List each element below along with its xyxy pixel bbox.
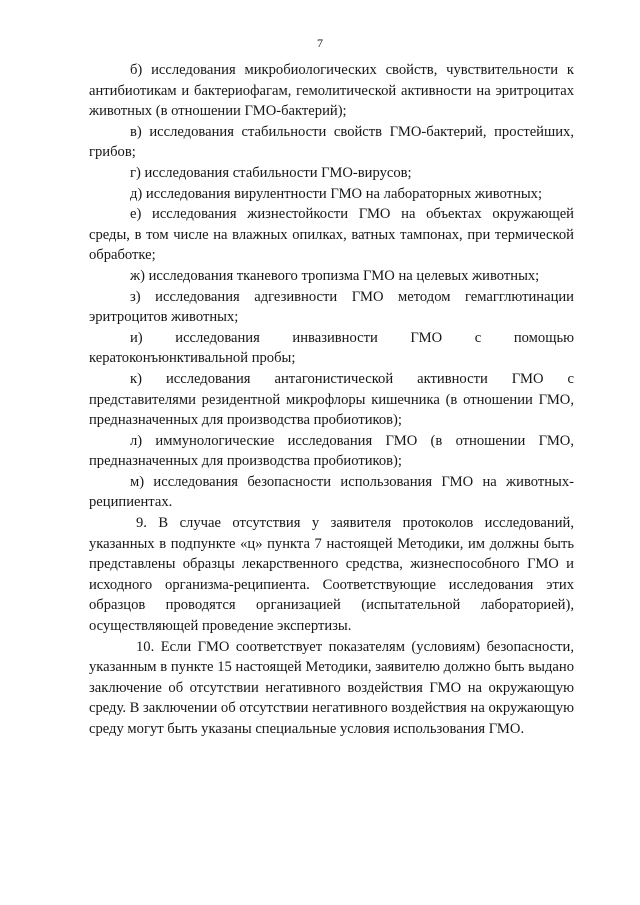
list-item-v: в) исследования стабильности свойств ГМО-бактерий, простейших, грибов; bbox=[89, 123, 574, 161]
list-item-e: е) исследования жизнестойкости ГМО на объектах окружающей среды, в том числе на влажных опилках, ватных тампонах, при термической обработке; bbox=[89, 206, 574, 264]
list-item-l: л) иммунологические исследования ГМО (в отношении ГМО, предназначенных для производства пробиотиков); bbox=[89, 432, 574, 470]
paragraph-10: 10. Если ГМО соответствует показателям (условиям) безопасности, указанным в пункте 15 настоящей Методики, заявителю должно быть выдано заключение об отсутствии негативного воздействия ГМО на окружающую среду. В заключении об отсутствии негативного воздействия на окружающую среду могут быть указаны специальные условия использования ГМО. bbox=[89, 638, 574, 737]
list-item-b: б) исследования микробиологических свойств, чувствительности к антибиотикам и бактериофагам, гемолитической активности на эритроцитах животных (в отношении ГМО-бактерий); bbox=[89, 62, 574, 120]
list-item-d: д) исследования вирулентности ГМО на лабораторных животных; bbox=[130, 185, 543, 202]
page-number: 7 bbox=[317, 36, 323, 50]
list-item-i: и) исследования инвазивности ГМО с помощью кератоконъюнктивальной пробы; bbox=[89, 329, 574, 367]
document-body bbox=[89, 60, 574, 740]
list-item-k: к) исследования антагонистической активности ГМО с представителями резидентной микрофлоры кишечника (в отношении ГМО, предназначенных для производства пробиотиков); bbox=[89, 370, 574, 429]
list-item-zh: ж) исследования тканевого тропизма ГМО на целевых животных; bbox=[130, 267, 540, 284]
list-item-m: м) исследования безопасности использования ГМО на животных-реципиентах. bbox=[89, 473, 574, 511]
list-item-z: з) исследования адгезивности ГМО методом гемагглютинации эритроцитов животных; bbox=[89, 288, 574, 326]
paragraph-9: 9. В случае отсутствия у заявителя протоколов исследований, указанных в подпункте «ц» пункта 7 настоящей Методики, им должны быть представлены образцы лекарственного средства, жизнеспособного ГМО и исходного организма-реципиента. Соответствующие исследования этих образцов проводятся организацией (испытательной лабораторией), осуществляющей проведение экспертизы. bbox=[89, 515, 574, 635]
list-item-g: г) исследования стабильности ГМО-вирусов; bbox=[130, 164, 412, 181]
